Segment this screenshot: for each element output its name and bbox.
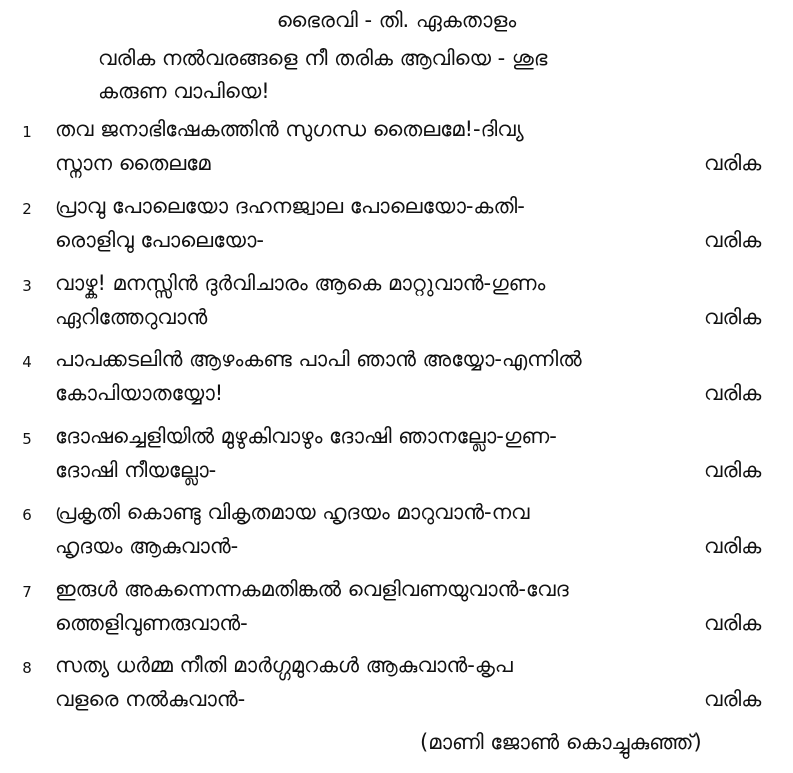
verse-line-1: പാപക്കടലിൻ ആഴംകണ്ട പാപി ഞാൻ അയ്യോ-എന്നിൽ: [55, 347, 582, 371]
author-credit: (മാണി ജോൺ കൊച്ചുകുഞ്ഞ്): [420, 730, 702, 754]
verse-7: [0, 577, 793, 649]
verse-refrain: വരിക: [704, 458, 762, 482]
verse-number: 2: [22, 200, 32, 218]
pallavi: [98, 42, 547, 108]
verse-refrain: വരിക: [704, 305, 762, 329]
verse-number: 4: [22, 353, 32, 371]
verse-number: 1: [22, 123, 32, 141]
pallavi-line-1: വരിക നൽവരങ്ങളെ നീ തരിക ആവിയെ - ശുഭ: [98, 46, 548, 70]
verse-refrain: വരിക: [704, 534, 762, 558]
verse-line-1: പ്രകൃതി കൊണ്ടു വികൃതമായ ഹൃദയം മാറുവാൻ-നവ: [55, 500, 530, 524]
verse-number: 7: [22, 583, 32, 601]
verse-line-2: കോപിയാതയ്യോ!: [55, 381, 224, 405]
verse-6: [0, 500, 793, 572]
verse-line-2: വളരെ നൽകുവാൻ-: [55, 687, 246, 711]
verse-line-2: ദോഷി നീയല്ലോ-: [55, 458, 217, 482]
verse-refrain: വരിക: [704, 611, 762, 635]
verse-1: [0, 117, 793, 189]
raga-tala-heading: ഭൈരവി - തി. ഏകതാളം: [276, 8, 517, 32]
verse-5: [0, 424, 793, 496]
verse-2: [0, 194, 793, 266]
verse-line-1: ഇരുൾ അകന്നെന്നകമതിങ്കൽ വെളിവണയുവാൻ-വേദ: [55, 577, 569, 601]
verse-refrain: വരിക: [704, 228, 762, 252]
verse-number: 6: [22, 506, 32, 524]
verse-8: [0, 653, 793, 725]
verse-line-2: ഹൃദയം ആകുവാൻ-: [55, 534, 239, 558]
verse-refrain: വരിക: [704, 151, 762, 175]
verse-line-2: സ്നാന തൈലമേ: [55, 151, 211, 175]
verse-3: [0, 271, 793, 343]
verse-line-2: രൊളിവു പോലെയോ-: [55, 228, 264, 252]
verse-4: [0, 347, 793, 419]
verse-line-1: പ്രാവു പോലെയോ ദഹനജ്വാല പോലെയോ-കതി-: [55, 194, 525, 218]
verse-number: 3: [22, 277, 32, 295]
verse-line-1: ദോഷച്ചെളിയിൽ മുഴുകിവാഴും ദോഷി ഞാനല്ലോ-ഗുണ-: [55, 424, 557, 448]
verse-refrain: വരിക: [704, 381, 762, 405]
verse-line-1: സത്യ ധർമ്മ നീതി മാർഗ്ഗമുറകൾ ആകുവാൻ-കൃപ: [55, 653, 513, 677]
verse-line-2: ത്തെളിവുണരുവാൻ-: [55, 611, 248, 635]
pallavi-line-2: കരുണ വാപിയെ!: [98, 79, 270, 103]
verse-number: 8: [22, 659, 32, 677]
verse-refrain: വരിക: [704, 687, 762, 711]
verse-line-1: വാഴ്ക! മനസ്സിൻ ദുർവിചാരം ആകെ മാറ്റുവാൻ-ഗുണം: [55, 271, 546, 295]
verse-line-2: ഏറിത്തേറുവാൻ: [55, 305, 208, 329]
verse-line-1: തവ ജനാഭിഷേകത്തിൻ സുഗന്ധ തൈലമേ!-ദിവ്യ: [55, 117, 524, 141]
verse-number: 5: [22, 430, 32, 448]
